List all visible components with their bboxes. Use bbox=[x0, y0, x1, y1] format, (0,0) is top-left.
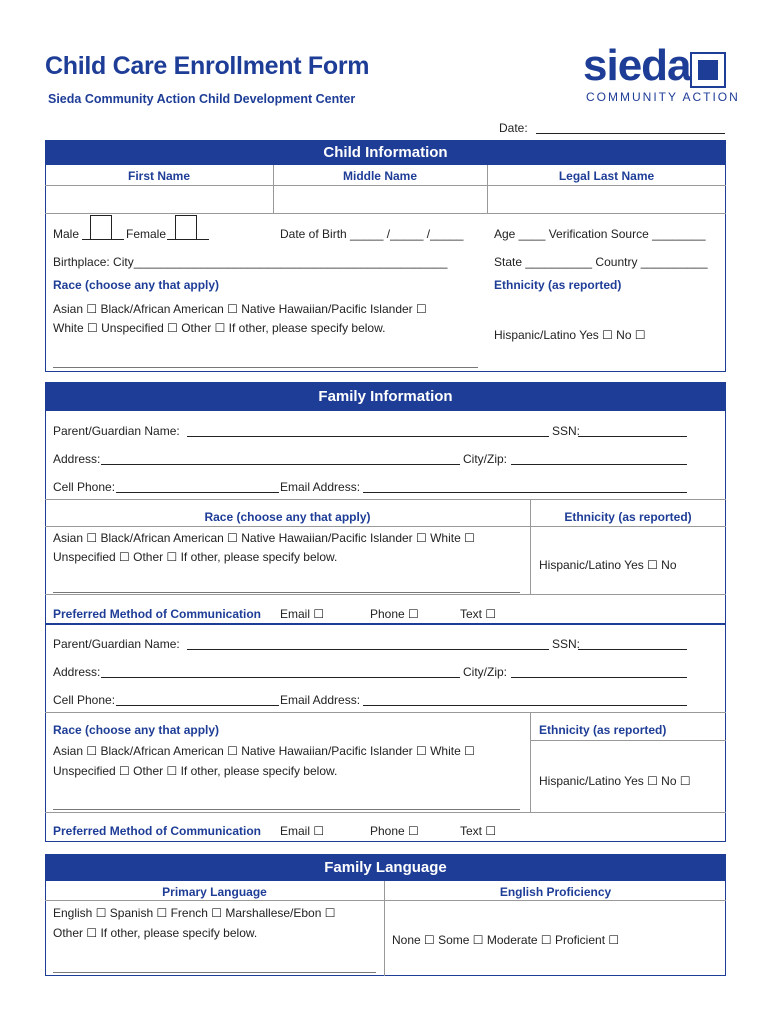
pref-comm-email-1[interactable]: Email ☐ bbox=[280, 607, 325, 621]
guardian1-ssn-label: SSN: bbox=[552, 424, 581, 438]
guardian2-city-label: City/Zip: bbox=[463, 665, 508, 679]
family-ethnicity-title-1: Ethnicity (as reported) bbox=[564, 510, 692, 524]
guardian1-email-field[interactable] bbox=[363, 480, 687, 493]
female-checkbox[interactable] bbox=[175, 215, 197, 239]
birthplace-field[interactable]: Birthplace: City_______________________________________________ bbox=[53, 255, 448, 269]
proficiency-options[interactable]: None ☐ Some ☐ Moderate ☐ Proficient ☐ bbox=[392, 933, 620, 947]
guardian1-city-field[interactable] bbox=[511, 452, 687, 465]
logo-square-icon bbox=[690, 52, 726, 88]
guardian1-email-label: Email Address: bbox=[280, 480, 361, 494]
child-race-title: Race (choose any that apply) bbox=[53, 278, 220, 292]
child-race-options-1[interactable]: Asian ☐ Black/African American ☐ Native Hawaiian/Pacific Islander ☐ bbox=[53, 302, 427, 316]
child-hispanic-options[interactable]: Hispanic/Latino Yes ☐ No ☐ bbox=[494, 328, 646, 342]
language-other-field[interactable] bbox=[53, 962, 376, 973]
first-name-header: First Name bbox=[127, 169, 191, 183]
language-options-1[interactable]: English ☐ Spanish ☐ French ☐ Marshallese/Ebon ☐ bbox=[53, 906, 336, 920]
guardian2-cell-label: Cell Phone: bbox=[53, 693, 116, 707]
english-proficiency-header: English Proficiency bbox=[499, 885, 612, 899]
guardian2-ssn-field[interactable] bbox=[578, 637, 687, 650]
state-country-field[interactable]: State __________ Country __________ bbox=[494, 255, 708, 269]
female-label: Female bbox=[126, 227, 167, 241]
guardian2-email-field[interactable] bbox=[363, 693, 687, 706]
middle-name-header: Middle Name bbox=[342, 169, 417, 183]
first-name-input[interactable] bbox=[46, 186, 272, 212]
family-race-options-1b[interactable]: Unspecified ☐ Other ☐ If other, please specify below. bbox=[53, 550, 338, 564]
male-label: Male bbox=[53, 227, 80, 241]
family-ethnicity-title-2: Ethnicity (as reported) bbox=[539, 723, 667, 737]
primary-language-header: Primary Language bbox=[162, 885, 267, 899]
family-race-other-field-2[interactable] bbox=[53, 798, 520, 810]
family-race-title-1: Race (choose any that apply) bbox=[204, 510, 371, 524]
form-title: Child Care Enrollment Form bbox=[45, 52, 370, 80]
family-hispanic-options-1[interactable]: Hispanic/Latino Yes ☐ No bbox=[539, 558, 677, 572]
last-name-input[interactable] bbox=[488, 186, 725, 212]
child-race-options-2[interactable]: White ☐ Unspecified ☐ Other ☐ If other, please specify below. bbox=[53, 321, 386, 335]
pref-comm-phone-2[interactable]: Phone ☐ bbox=[370, 824, 419, 838]
date-label: Date: bbox=[499, 121, 528, 135]
guardian1-cell-label: Cell Phone: bbox=[53, 480, 116, 494]
family-race-options-2b[interactable]: Unspecified ☐ Other ☐ If other, please specify below. bbox=[53, 764, 338, 778]
guardian1-address-field[interactable] bbox=[101, 452, 460, 465]
guardian2-city-field[interactable] bbox=[511, 665, 687, 678]
logo-subtitle: COMMUNITY ACTION bbox=[586, 90, 740, 104]
guardian2-cell-field[interactable] bbox=[116, 693, 279, 706]
guardian1-address-label: Address: bbox=[53, 452, 101, 466]
pref-comm-text-2[interactable]: Text ☐ bbox=[460, 824, 497, 838]
guardian1-city-label: City/Zip: bbox=[463, 452, 508, 466]
last-name-header: Legal Last Name bbox=[558, 169, 655, 183]
guardian2-name-field[interactable] bbox=[187, 637, 549, 650]
child-ethnicity-title: Ethnicity (as reported) bbox=[494, 278, 622, 292]
pref-comm-email-2[interactable]: Email ☐ bbox=[280, 824, 325, 838]
logo-wordmark: sieda bbox=[583, 41, 691, 90]
family-hispanic-options-2[interactable]: Hispanic/Latino Yes ☐ No ☐ bbox=[539, 774, 691, 788]
guardian1-name-field[interactable] bbox=[187, 424, 549, 437]
family-race-title-2: Race (choose any that apply) bbox=[53, 723, 220, 737]
family-language-header: Family Language bbox=[45, 854, 726, 881]
pref-comm-label-2: Preferred Method of Communication bbox=[53, 824, 262, 838]
pref-comm-text-1[interactable]: Text ☐ bbox=[460, 607, 497, 621]
family-race-options-2a[interactable]: Asian ☐ Black/African American ☐ Native Hawaiian/Pacific Islander ☐ White ☐ bbox=[53, 744, 475, 758]
language-options-2[interactable]: Other ☐ If other, please specify below. bbox=[53, 926, 258, 940]
age-verification-field[interactable]: Age ____ Verification Source ________ bbox=[494, 227, 706, 241]
family-race-other-field-1[interactable] bbox=[53, 581, 520, 593]
form-subtitle: Sieda Community Action Child Development Center bbox=[48, 92, 356, 106]
middle-name-input[interactable] bbox=[274, 186, 486, 212]
guardian2-address-label: Address: bbox=[53, 665, 101, 679]
dob-field[interactable]: Date of Birth _____ /_____ /_____ bbox=[280, 227, 464, 241]
guardian2-name-label: Parent/Guardian Name: bbox=[53, 637, 180, 651]
child-race-other-field[interactable] bbox=[53, 356, 478, 368]
child-info-header: Child Information bbox=[45, 140, 726, 165]
guardian2-email-label: Email Address: bbox=[280, 693, 361, 707]
guardian1-ssn-field[interactable] bbox=[578, 424, 687, 437]
family-race-options-1a[interactable]: Asian ☐ Black/African American ☐ Native Hawaiian/Pacific Islander ☐ White ☐ bbox=[53, 531, 475, 545]
family-info-header: Family Information bbox=[45, 382, 726, 411]
male-checkbox[interactable] bbox=[90, 215, 112, 239]
guardian1-cell-field[interactable] bbox=[116, 480, 279, 493]
pref-comm-label-1: Preferred Method of Communication bbox=[53, 607, 262, 621]
guardian1-name-label: Parent/Guardian Name: bbox=[53, 424, 180, 438]
guardian2-address-field[interactable] bbox=[101, 665, 460, 678]
guardian2-ssn-label: SSN: bbox=[552, 637, 581, 651]
pref-comm-phone-1[interactable]: Phone ☐ bbox=[370, 607, 419, 621]
date-field[interactable] bbox=[536, 120, 725, 134]
